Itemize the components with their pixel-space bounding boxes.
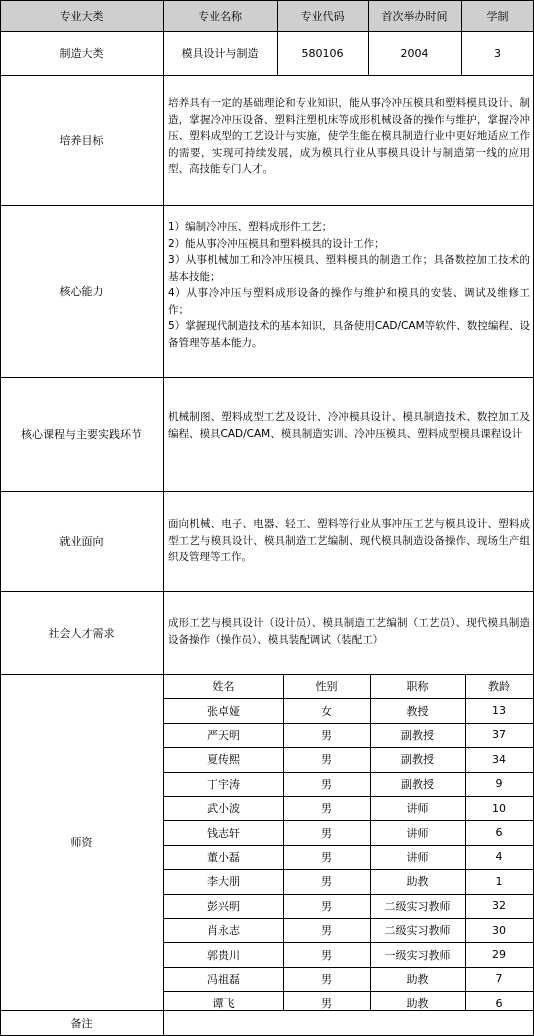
grid-line <box>0 1010 534 1011</box>
faculty-cell-gender: 男 <box>321 826 332 840</box>
faculty-cell-name: 武小波 <box>207 802 240 816</box>
faculty-cell-gender: 男 <box>321 997 332 1011</box>
faculty-cell-gender: 男 <box>321 777 332 791</box>
faculty-cell-years: 37 <box>492 728 506 742</box>
faculty-cell-title: 助教 <box>406 997 429 1011</box>
faculty-cell-title: 教授 <box>406 704 429 718</box>
faculty-cell-gender: 男 <box>321 972 332 986</box>
grid-line <box>0 0 1 1036</box>
faculty-cell-name: 冯祖磊 <box>207 972 240 986</box>
ability-item-2: 2）能从事冷冲压模具和塑料模具的设计工作； <box>168 237 385 250</box>
goal-label: 培养目标 <box>59 134 104 147</box>
faculty-cell-title: 副教授 <box>401 728 434 742</box>
program-year: 2004 <box>400 46 429 60</box>
ability-item-3: 3）从事机械加工和冷冲压模具、塑料模具的制造工作；具备数控加工技术的基本技能； <box>168 254 530 283</box>
grid-line <box>0 0 534 1</box>
faculty-row-line <box>164 942 534 943</box>
faculty-row-line <box>164 772 534 773</box>
faculty-cell-name: 郭贵川 <box>207 948 240 962</box>
faculty-cell-years: 6 <box>495 996 503 1010</box>
faculty-label: 师资 <box>70 836 93 849</box>
faculty-cell-title: 副教授 <box>401 753 434 767</box>
faculty-cell-name: 钱志轩 <box>207 826 240 840</box>
faculty-cell-years: 4 <box>495 850 503 864</box>
faculty-cell-name: 李大朋 <box>207 875 240 889</box>
ability-item-1: 1）编制冷冲压、塑料成形件工艺； <box>168 221 333 233</box>
header-duration: 学制 <box>486 9 509 23</box>
grid-line <box>0 591 534 592</box>
faculty-cell-name: 董小磊 <box>207 850 240 864</box>
faculty-row-line <box>164 845 534 846</box>
faculty-cell-name: 严天明 <box>207 728 240 742</box>
faculty-header-gender: 性别 <box>315 680 338 694</box>
faculty-row-line <box>164 723 534 724</box>
faculty-cell-gender: 男 <box>321 802 332 816</box>
grid-line <box>461 0 462 75</box>
program-code: 580106 <box>301 46 344 60</box>
grid-line <box>0 31 534 32</box>
job-text: 面向机械、电子、电器、轻工、塑料等行业从事冲压工艺与模具设计、塑料成型工艺与模具设计、模具制造工艺编制、现代模具制造设备操作、现场生产组织及管理等工作。 <box>168 518 530 563</box>
header-year: 首次举办时间 <box>381 9 448 23</box>
faculty-cell-title: 助教 <box>406 875 429 889</box>
faculty-cell-name: 谭飞 <box>212 997 235 1011</box>
faculty-cell-years: 32 <box>492 899 506 913</box>
course-label: 核心课程与主要实践环节 <box>21 428 142 441</box>
faculty-cell-title: 讲师 <box>406 802 429 816</box>
faculty-cell-gender: 女 <box>321 704 332 718</box>
faculty-cell-gender: 男 <box>321 753 332 767</box>
faculty-header-years: 教龄 <box>488 680 510 694</box>
faculty-cell-name: 彭兴明 <box>207 899 240 913</box>
faculty-header-title: 职称 <box>406 680 429 694</box>
header-name: 专业名称 <box>198 9 242 23</box>
faculty-cell-name: 丁宇涛 <box>207 777 240 791</box>
faculty-row-line <box>164 820 534 821</box>
program-duration: 3 <box>494 46 501 60</box>
grid-line <box>0 674 534 675</box>
faculty-col-line <box>283 674 284 1010</box>
ability-item-5: 5）掌握现代制造技术的基本知识，具备使用CAD/CAM等软件、数控编程、设备管理等基本能力。 <box>168 320 530 349</box>
grid-line <box>368 0 369 75</box>
faculty-cell-name: 夏传熙 <box>207 753 240 767</box>
faculty-cell-title: 副教授 <box>401 777 434 791</box>
faculty-row-line <box>164 869 534 870</box>
remarks-label: 备注 <box>70 1017 93 1030</box>
faculty-cell-title: 二级实习教师 <box>384 899 451 913</box>
faculty-cell-years: 9 <box>495 777 503 791</box>
faculty-header-name: 姓名 <box>212 680 235 694</box>
course-text: 机械制图、塑料成型工艺及设计、冷冲模具设计、模具制造技术、数控加工及编程、模具CAD/CAM、模具制造实训、冷冲压模具、塑料成型模具课程设计 <box>168 411 530 440</box>
faculty-cell-years: 6 <box>495 826 503 840</box>
ability-list <box>164 219 534 351</box>
faculty-cell-years: 7 <box>495 972 503 986</box>
faculty-cell-years: 1 <box>495 874 503 888</box>
grid-line <box>0 205 534 206</box>
ability-item-4: 4）从事冷冲压与塑料成形设备的操作与维护和模具的安装、调试及维修工作； <box>168 287 530 316</box>
faculty-cell-title: 一级实习教师 <box>384 948 451 962</box>
job-label: 就业面向 <box>59 535 104 548</box>
faculty-row-line <box>164 796 534 797</box>
grid-line <box>0 75 534 76</box>
faculty-cell-name: 张卓娅 <box>207 704 240 718</box>
program-name: 模具设计与制造 <box>181 47 259 60</box>
goal-text: 培养具有一定的基础理论和专业知识，能从事冷冲压模具和塑料模具设计、制造，掌握冷冲压设备、塑料注塑机床等成形机械设备的操作与维护，掌握冷冲压、塑料成型的工艺设计与实施，使学生能在模具制造行业中更好地适应工作的需要，实现可持续发展，成为模具行业从事模具设计与制造第一线的应用型、高技能专门人才。 <box>168 97 530 175</box>
grid-line <box>163 0 164 1036</box>
faculty-row-line <box>164 747 534 748</box>
header-code: 专业代码 <box>300 9 345 23</box>
grid-line <box>0 491 534 492</box>
faculty-cell-name: 肖永志 <box>207 924 240 938</box>
faculty-cell-gender: 男 <box>321 850 332 864</box>
program-category: 制造大类 <box>59 47 104 60</box>
faculty-cell-title: 助教 <box>406 972 429 986</box>
faculty-row-line <box>164 967 534 968</box>
faculty-row-line <box>164 918 534 919</box>
faculty-cell-gender: 男 <box>321 728 332 742</box>
faculty-cell-years: 29 <box>492 948 506 962</box>
faculty-cell-years: 13 <box>492 704 506 718</box>
faculty-row-line <box>164 894 534 895</box>
faculty-cell-gender: 男 <box>321 875 332 889</box>
demand-label: 社会人才需求 <box>48 626 115 640</box>
faculty-cell-gender: 男 <box>321 948 332 962</box>
faculty-cell-title: 讲师 <box>406 826 429 840</box>
faculty-cell-years: 10 <box>492 801 506 815</box>
ability-label: 核心能力 <box>59 285 104 298</box>
faculty-col-line <box>465 674 466 1010</box>
demand-text: 成形工艺与模具设计（设计员）、模具制造工艺编制（工艺员）、现代模具制造设备操作（操作员）、模具装配调试（装配工） <box>168 617 530 646</box>
faculty-cell-title: 讲师 <box>406 850 429 864</box>
faculty-cell-years: 34 <box>492 752 506 766</box>
faculty-cell-gender: 男 <box>321 924 332 938</box>
grid-line <box>0 377 534 378</box>
faculty-row-line <box>164 698 534 699</box>
grid-line <box>277 0 278 75</box>
faculty-cell-title: 二级实习教师 <box>384 924 451 938</box>
header-category: 专业大类 <box>59 9 104 23</box>
faculty-col-line <box>370 674 371 1010</box>
faculty-cell-years: 30 <box>492 923 506 937</box>
faculty-cell-gender: 男 <box>321 899 332 913</box>
faculty-row-line <box>164 991 534 992</box>
